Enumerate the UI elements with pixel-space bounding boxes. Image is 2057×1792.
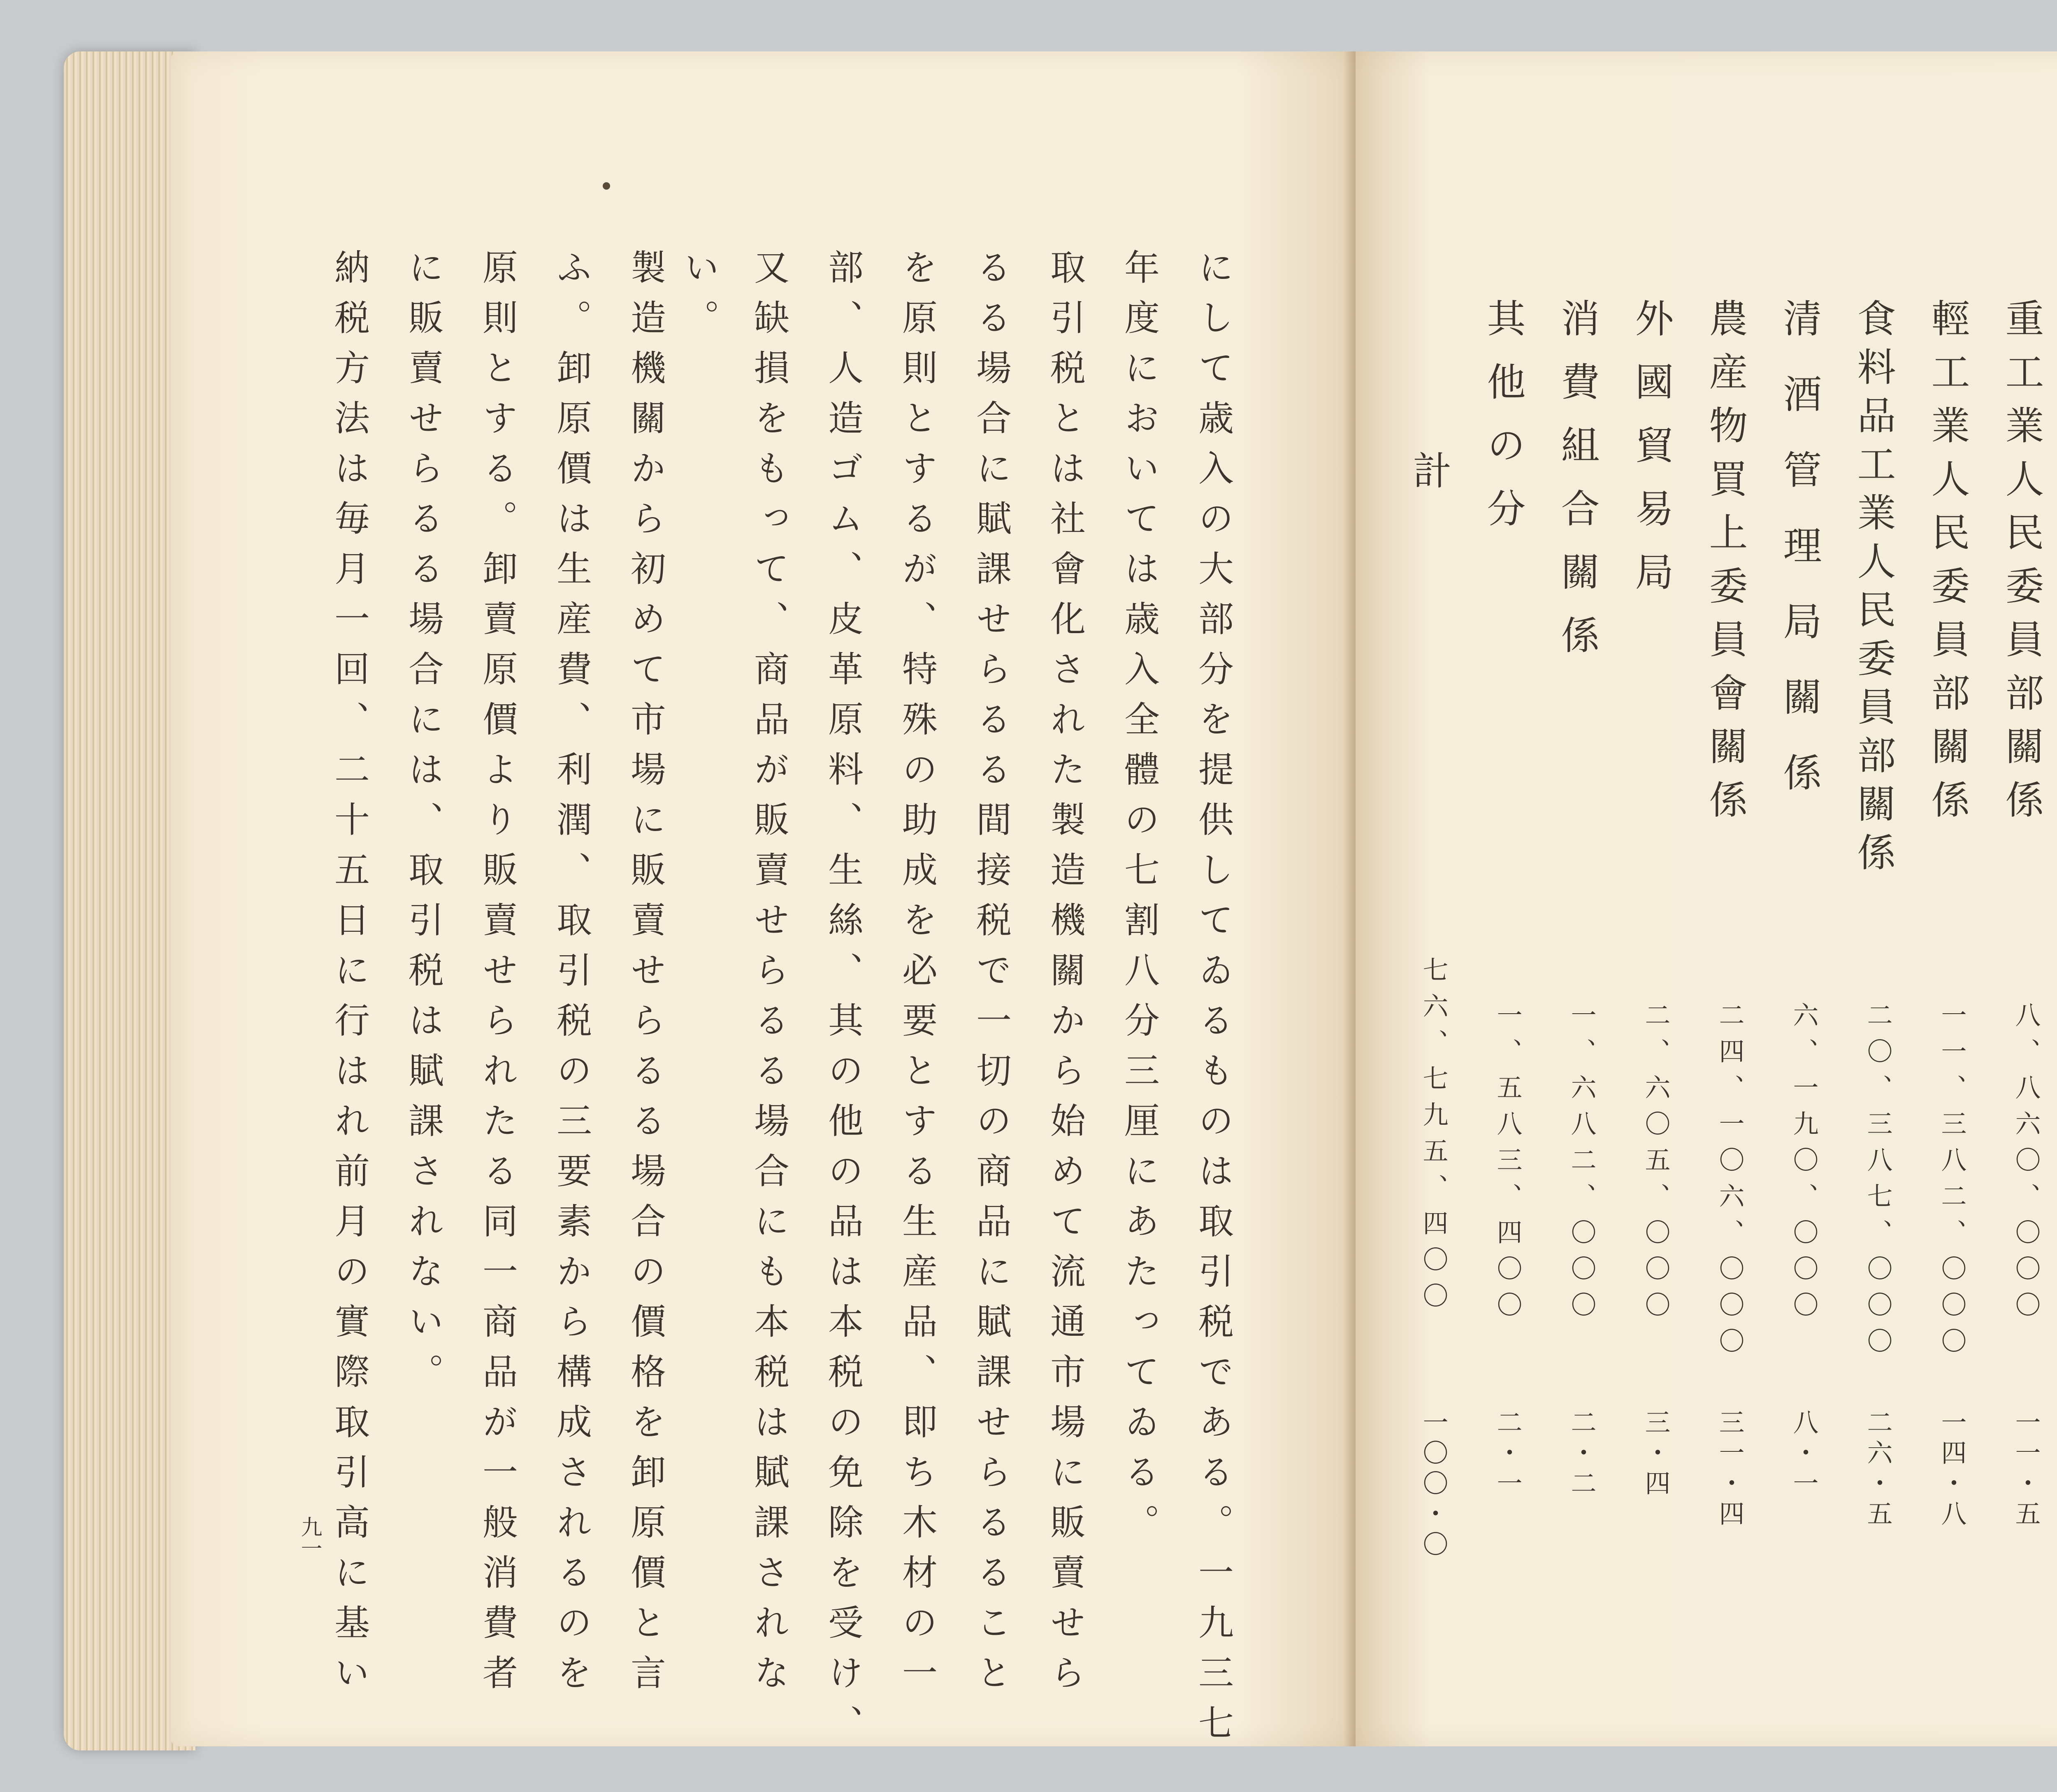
row-ratio: 二六・五 [1863,1409,1893,1531]
row-amount: 一、六八二、〇〇〇 [1567,1002,1597,1328]
row-ratio: 一四・八 [1937,1409,1967,1531]
text-column: 又缺損をもって、商品が販賣せらるる場合にも本税は賦課されな [748,249,789,1704]
left-page [171,51,1356,1755]
text-column: にして歳入の大部分を提供してゐるものは取引税である。一九三七 [1192,249,1233,1755]
row-total-ratio: 一〇〇・〇 [1419,1409,1449,1561]
row-amount: 一一、三八二、〇〇〇 [1937,1002,1967,1364]
page-number: 九一 [297,1516,322,1559]
row-ratio: 一一・五 [2011,1409,2041,1531]
row-amount: 八、八六〇、〇〇〇 [2011,1002,2041,1328]
text-column: 製造機關から初めて市場に販賣せらるる場合の價格を卸原價と言 [625,249,666,1704]
row-ratio: 二・二 [1567,1409,1597,1500]
row-category: 農産物買上委員會關係 [1702,298,1747,833]
row-amount: 六、一九〇、〇〇〇 [1789,1002,1819,1328]
text-column: 取引税とは社會化された製造機關から始めて流通市場に販賣せら [1044,249,1085,1704]
row-amount: 二四、一〇六、〇〇〇 [1715,1002,1745,1364]
ink-spot [603,182,610,190]
row-total-amount: 七六、七九五、四〇〇 [1419,956,1449,1318]
text-column: 原則とする。卸賣原價より販賣せられたる同一商品が一般消費者 [476,249,518,1704]
text-column: 納税方法は毎月一回、二十五日に行はれ前月の實際取引高に基い [328,249,369,1704]
row-category: 消費組合關係 [1554,298,1599,678]
row-ratio: 三一・四 [1715,1409,1745,1531]
text-column: 部、人造ゴム、皮革原料、生絲、其の他の品は本税の免除を受け、 [822,249,863,1755]
row-amount: 二〇、三八七、〇〇〇 [1863,1002,1893,1364]
row-total-label: 計 [1406,450,1451,504]
row-category: 重工業人民委員部關係 [1999,298,2043,833]
text-column: ふ。卸原價は生産費、利潤、取引税の三要素から構成されるのを [550,249,592,1704]
open-book [64,51,2057,1755]
row-category: 外國貿易局 [1628,298,1673,615]
row-ratio: 二・一 [1493,1409,1523,1500]
row-category: 輕工業人民委員部關係 [1925,298,1969,833]
row-category: 清酒管理局關係 [1776,298,1821,828]
row-amount: 一、五八三、四〇〇 [1493,1002,1523,1328]
text-column: るる場合に賦課せらるる間接税で一切の商品に賦課せらるること [970,249,1011,1704]
row-ratio: 三・四 [1641,1409,1671,1500]
text-column: 年度においては歳入全體の七割八分三厘にあたってゐる。 [1118,249,1159,1554]
row-amount: 二、六〇五、〇〇〇 [1641,1002,1671,1328]
text-column: に販賣せらるる場合には、取引税は賦課されない。 [402,249,443,1403]
row-ratio: 八・一 [1789,1409,1819,1500]
row-category: 其他の分 [1480,298,1525,552]
text-column: を原則とするが、特殊の助成を必要とする生産品、即ち木材の一 [896,249,937,1704]
text-column: い。 [678,249,719,349]
row-category: 食料品工業人民委員部關係 [1850,298,1895,881]
